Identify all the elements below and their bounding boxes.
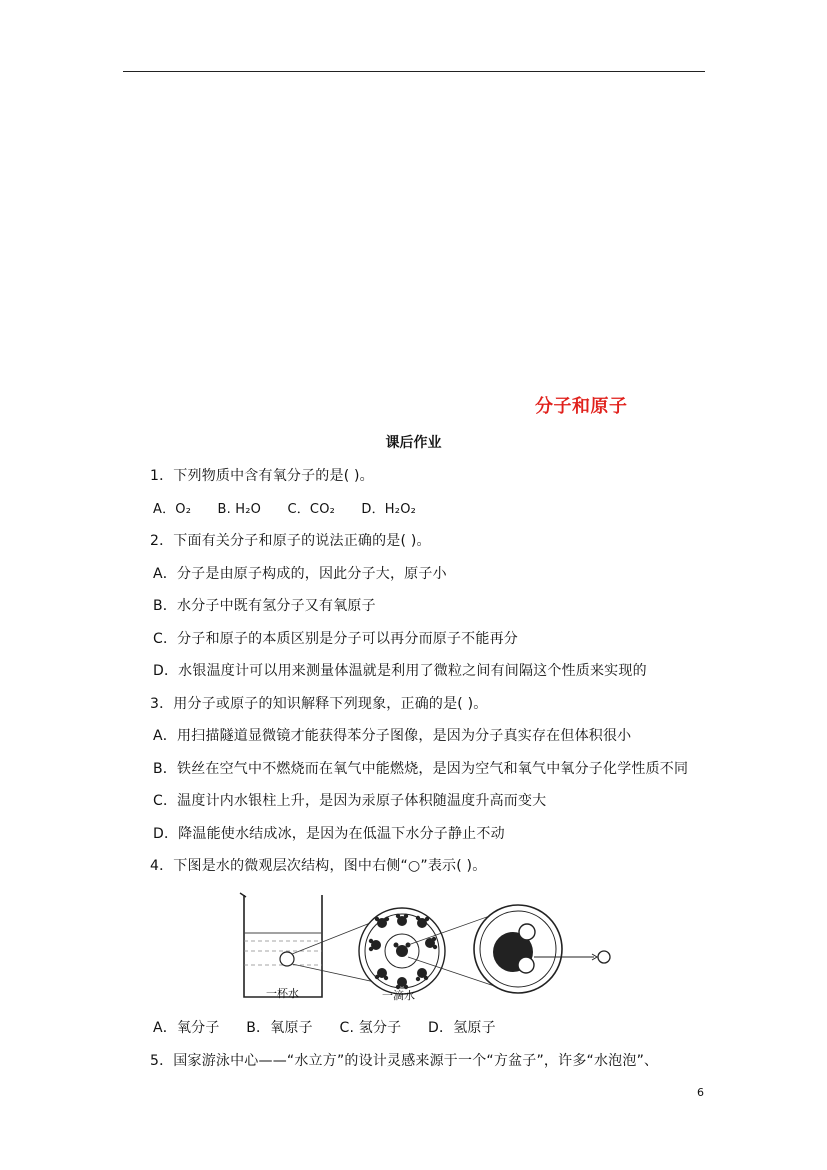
page-title: 分子和原子 (535, 396, 628, 417)
q4-option-d: D．氢原子 (428, 1020, 496, 1036)
q3-option-d: D．降温能使水结成冰，是因为在低温下水分子静止不动 (153, 826, 505, 842)
q2-option-c: C．分子和原子的本质区别是分子可以再分而原子不能再分 (153, 631, 518, 647)
question-2: 2．下面有关分子和原子的说法正确的是( )。 (150, 533, 431, 549)
q2-option-d: D．水银温度计可以用来测量体温就是利用了微粒之间有间隔这个性质来实现的 (153, 663, 647, 679)
label-cup: 一杯水 (266, 987, 299, 1000)
water-molecule-icon (474, 905, 562, 993)
q4-option-c: C. 氢分子 (339, 1020, 402, 1036)
water-structure-figure (230, 885, 630, 1005)
q2-option-a: A．分子是由原子构成的，因此分子大，原子小 (153, 566, 447, 582)
label-drop: 一滴水 (382, 989, 415, 1002)
page-number: 6 (697, 1086, 704, 1099)
question-5: 5．国家游泳中心——“水立方”的设计灵感来源于一个“方盆子”，许多“水泡泡”、 (150, 1053, 659, 1069)
q2-option-b: B．水分子中既有氢分子又有氧原子 (153, 598, 376, 614)
question-4: 4．下图是水的微观层次结构，图中右侧“○”表示( )。 (150, 858, 487, 874)
q1-option-d: D．H₂O₂ (361, 502, 417, 517)
question-4-options (153, 1017, 518, 1037)
water-drop-icon (359, 908, 445, 994)
section-subtitle: 课后作业 (385, 435, 442, 451)
q1-option-c: C．CO₂ (287, 502, 336, 517)
question-1-options (153, 498, 438, 517)
q1-option-a: A．O₂ (153, 502, 192, 517)
question-1: 1．下列物质中含有氧分子的是( )。 (150, 468, 374, 484)
q3-option-b: B．铁丝在空气中不燃烧而在氧气中能燃烧，是因为空气和氧气中氧分子化学性质不同 (153, 761, 689, 777)
question-3: 3．用分子或原子的知识解释下列现象，正确的是( )。 (150, 696, 488, 712)
q3-option-a: A．用扫描隧道显微镜才能获得苯分子图像，是因为分子真实存在但体积很小 (153, 728, 632, 744)
q4-option-b: B．氧原子 (246, 1020, 313, 1036)
beaker-icon (240, 893, 322, 997)
header-rule (123, 71, 705, 72)
answer-circle-icon (598, 951, 610, 963)
q1-option-b: B. H₂O (217, 502, 262, 517)
q4-option-a: A．氧分子 (153, 1020, 220, 1036)
q3-option-c: C．温度计内水银柱上升，是因为汞原子体积随温度升高而变大 (153, 793, 547, 809)
